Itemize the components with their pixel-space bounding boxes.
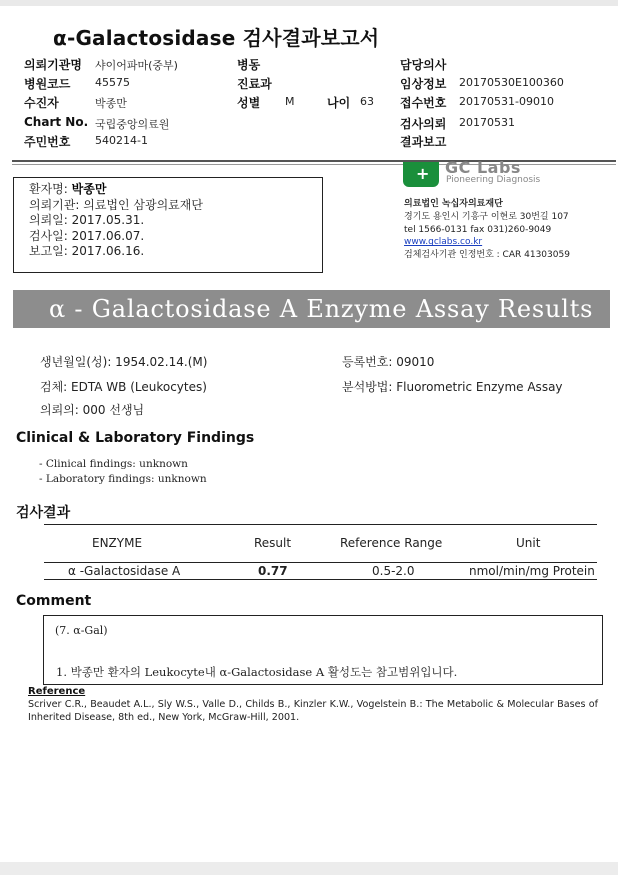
header-label-chart-no: Chart No. — [24, 115, 89, 129]
reference-text: Scriver C.R., Beaudet A.L., Sly W.S., Valle D., Childs B., Kinzler K.W., Vogelstein B.: The Metabolic & Molecular Bases of Inherited Disease, 8th ed., New York, McGraw-Hill, 2001. — [28, 699, 598, 723]
result-unit: nmol/min/mg Protein — [469, 564, 595, 578]
header-label-department: 진료과 — [237, 77, 272, 91]
patient-info-box — [13, 177, 323, 273]
patient-name-line — [29, 182, 322, 198]
lab-address: 경기도 용인시 기흥구 이현로 30번길 107 — [404, 211, 569, 222]
specimen: 검체: EDTA WB (Leukocytes) — [40, 380, 207, 394]
gc-plus-icon: + — [403, 162, 439, 187]
results-banner: α - Galactosidase A Enzyme Assay Results — [13, 290, 610, 328]
header-label-sex: 성별 — [237, 96, 261, 110]
header-value-hospital-code: 45575 — [95, 76, 130, 89]
column-header-reference-range: Reference Range — [340, 536, 443, 550]
header-value-age: 63 — [360, 95, 374, 108]
header-value-sex: M — [285, 95, 295, 108]
header-label-ward: 병동 — [237, 58, 261, 72]
clinical-findings-heading: Clinical & Laboratory Findings — [16, 430, 255, 446]
test-date: 검사일: 2017.06.07. — [29, 228, 145, 243]
clinical-findings-list — [39, 457, 207, 487]
table-top-rule — [44, 524, 597, 525]
header-value-resident-no: 540214-1 — [95, 134, 148, 147]
report-title: α-Galactosidase 검사결과보고서 — [53, 26, 380, 50]
header-label-clinical-info: 임상정보 — [400, 77, 447, 91]
header-label-age: 나이 — [327, 96, 351, 110]
result-reference-range: 0.5-2.0 — [372, 564, 415, 578]
header-label-test-request: 검사의뢰 — [400, 117, 447, 131]
lab-phone: tel 1566-0131 fax 031)260-9049 — [404, 224, 552, 235]
patient-name-label: 환자명: — [29, 182, 68, 196]
top-border-strip — [0, 0, 618, 6]
header-label-patient: 수진자 — [24, 96, 59, 110]
header-value-test-request: 20170531 — [459, 116, 515, 129]
gc-labs-logo — [403, 158, 543, 188]
test-results-heading: 검사결과 — [16, 505, 71, 521]
table-header-rule — [44, 562, 597, 563]
lab-certification: 검체검사기관 인정번호 : CAR 41303059 — [404, 250, 570, 261]
result-enzyme-name: α -Galactosidase A — [68, 564, 181, 578]
bottom-border-strip — [0, 862, 618, 875]
table-bottom-rule — [44, 579, 597, 580]
registration-number: 등록번호: 09010 — [342, 355, 435, 369]
header-label-resident-no: 주민번호 — [24, 135, 71, 149]
column-header-enzyme: ENZYME — [92, 536, 143, 550]
column-header-unit: Unit — [516, 536, 541, 550]
clinical-finding-item: - Clinical findings: unknown — [39, 458, 188, 470]
request-date: 의뢰일: 2017.05.31. — [29, 213, 145, 227]
header-label-result-report: 결과보고 — [400, 135, 447, 149]
requesting-institution: 의뢰기관: 의료법인 삼광의료재단 — [29, 197, 203, 212]
header-value-receipt-no: 20170531-09010 — [459, 95, 554, 108]
lab-contact-info — [404, 198, 614, 262]
header-label-receipt-no: 접수번호 — [400, 96, 447, 110]
laboratory-finding-item: - Laboratory findings: unknown — [39, 473, 207, 485]
logo-tagline: Pioneering Diagnosis — [446, 175, 541, 185]
header-value-chart-no: 국립중앙의료원 — [95, 118, 170, 131]
comment-text: 1. 박종만 환자의 Leukocyte내 α-Galactosidase A 활성도는 참고범위입니다. — [56, 665, 458, 679]
logo-wordmark: GC Labs — [445, 158, 521, 177]
header-value-patient: 박종만 — [95, 97, 127, 110]
comment-code: (7. α-Gal) — [55, 624, 108, 637]
column-header-result: Result — [254, 536, 292, 550]
header-label-physician: 담당의사 — [400, 58, 447, 72]
reference-label: Reference — [28, 686, 86, 697]
comment-heading: Comment — [16, 593, 92, 609]
report-date: 보고일: 2017.06.16. — [29, 244, 145, 258]
header-value-clinical-info: 20170530E100360 — [459, 76, 564, 89]
analysis-method: 분석방법: Fluorometric Enzyme Assay — [342, 380, 563, 394]
result-value: 0.77 — [258, 564, 288, 578]
header-label-hospital-code: 병원코드 — [24, 77, 71, 91]
header-value-institution: 샤이어파마(중부) — [95, 59, 178, 72]
referring-physician: 의뢰의: 000 선생님 — [40, 403, 145, 417]
lab-org-name: 의료법인 녹십자의료재단 — [404, 199, 503, 209]
birth-date: 생년월일(성): 1954.02.14.(M) — [40, 355, 208, 369]
lab-website-link[interactable]: www.gclabs.co.kr — [404, 237, 483, 248]
patient-name: 박종만 — [71, 182, 107, 196]
header-label-institution: 의뢰기관명 — [24, 58, 82, 72]
comment-box — [43, 615, 603, 685]
